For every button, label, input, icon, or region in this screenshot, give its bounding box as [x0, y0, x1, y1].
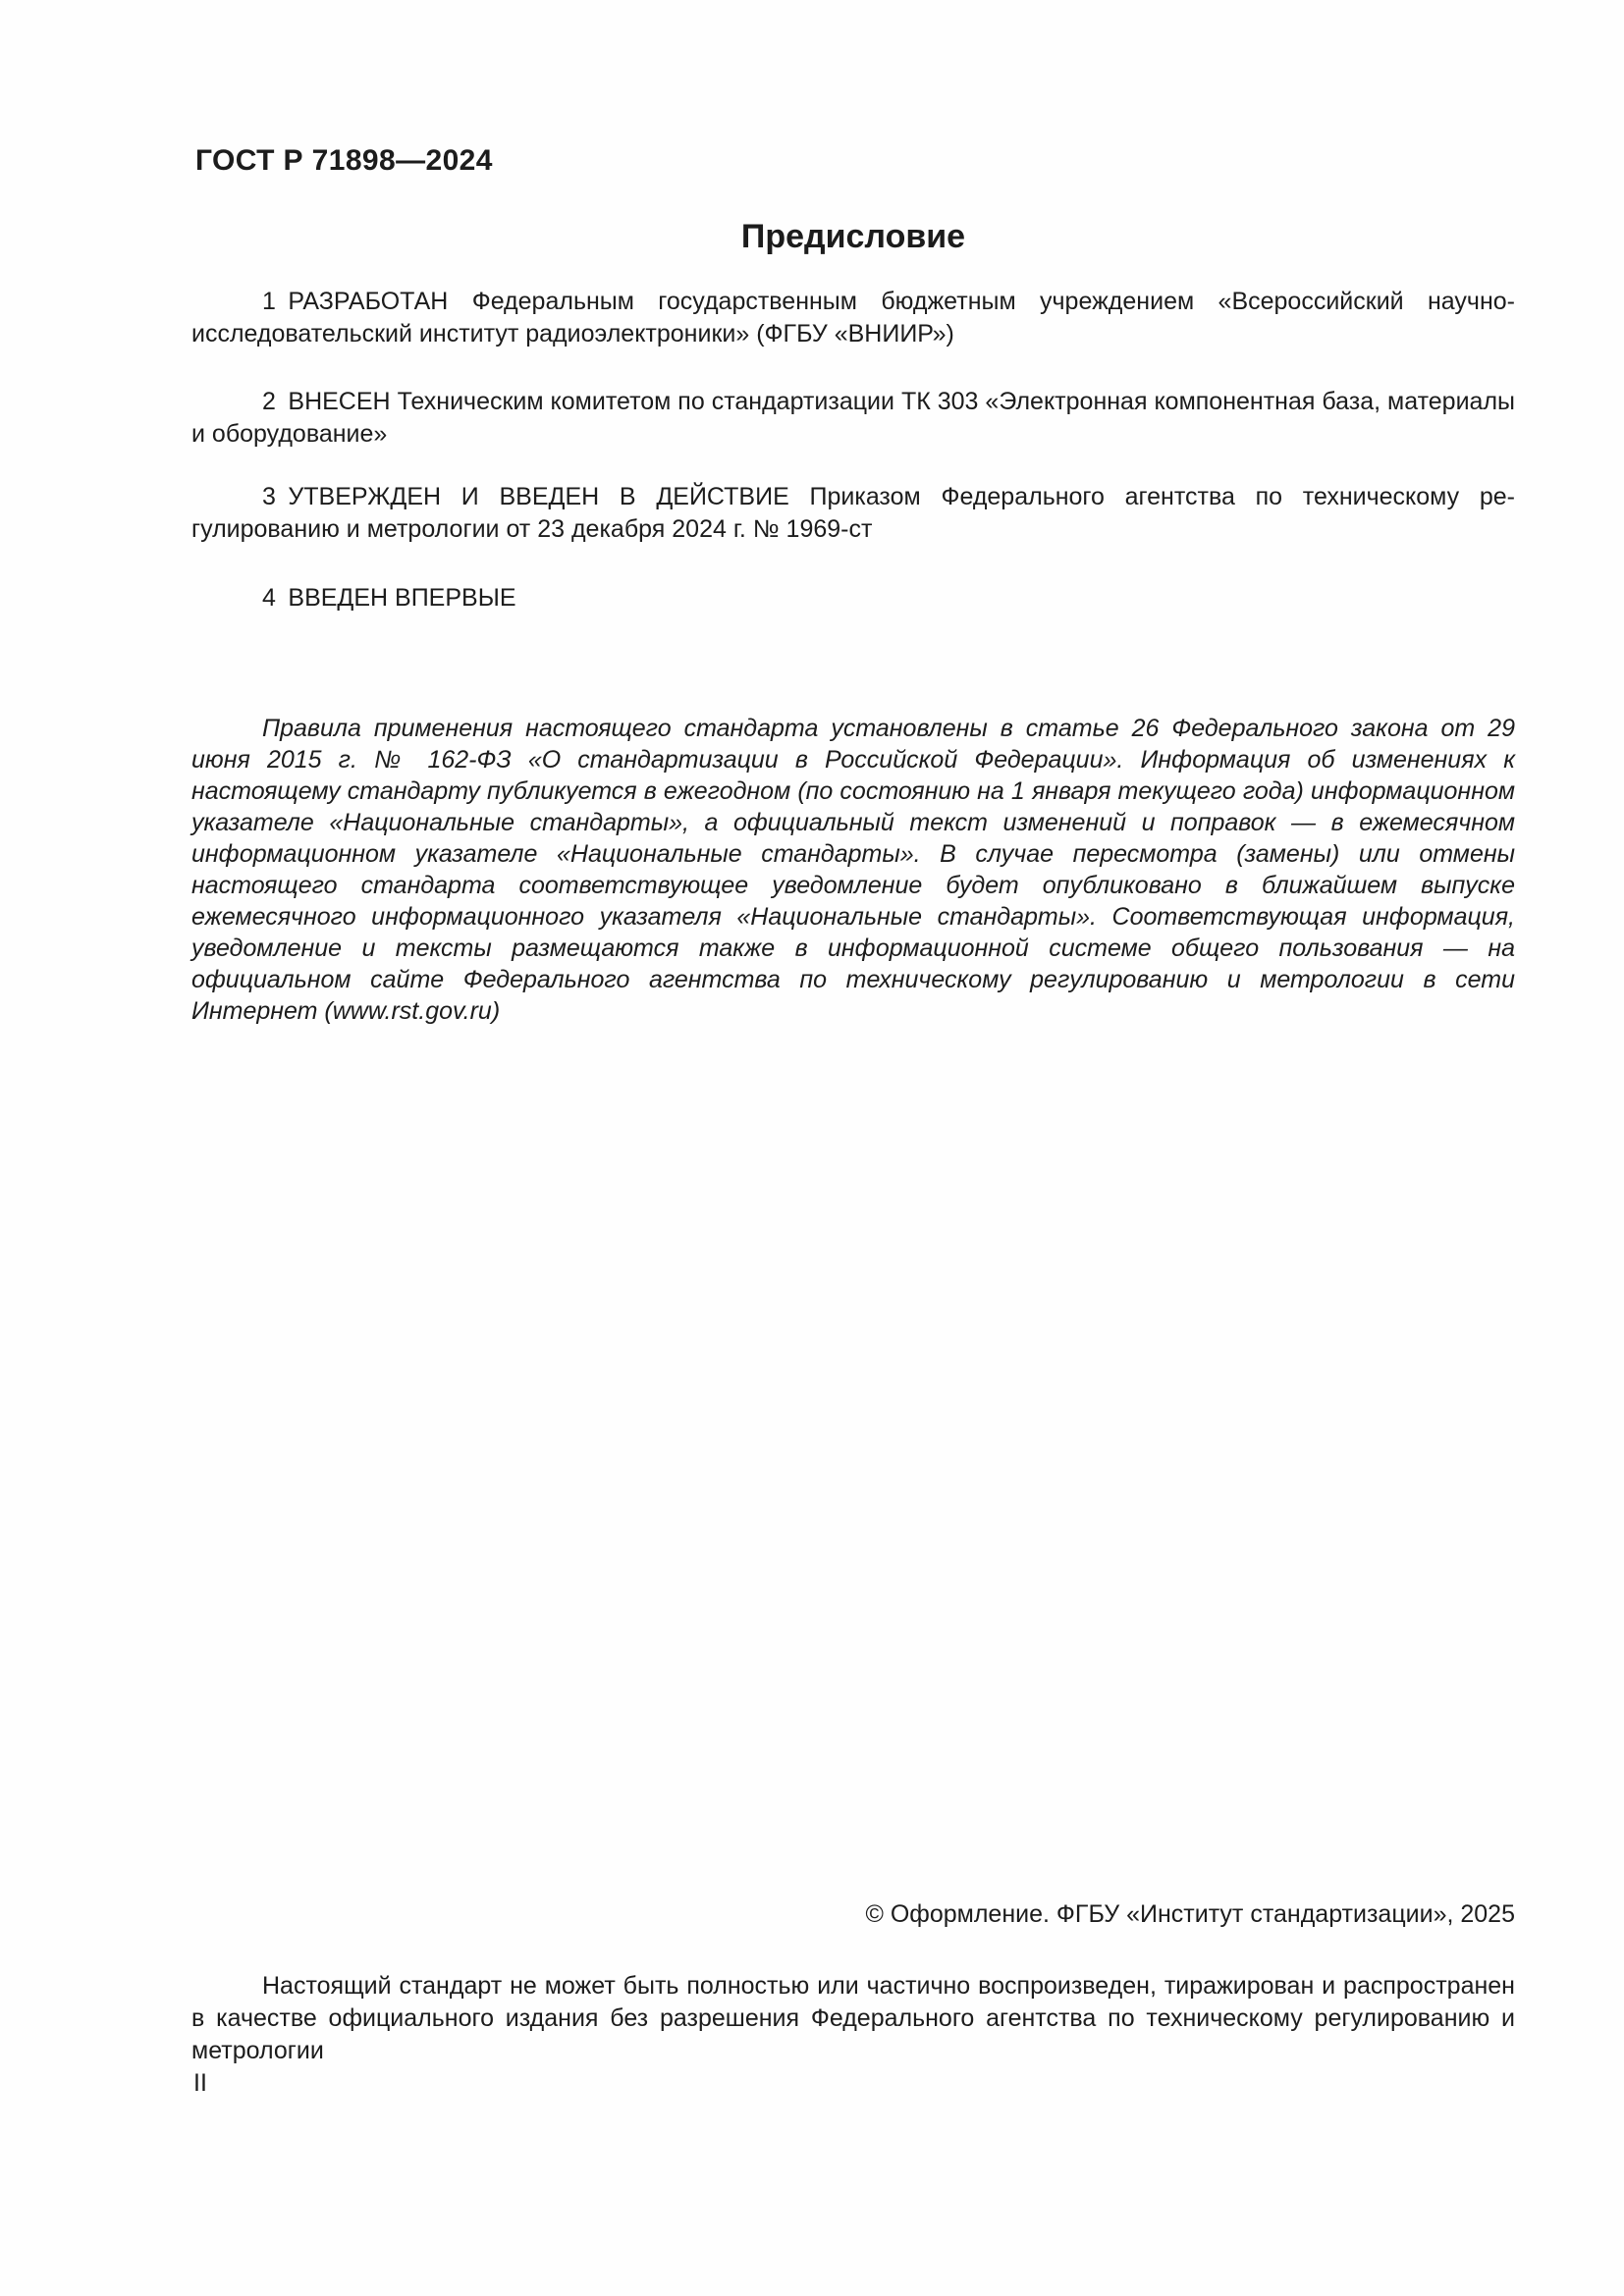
- foreword-item-submitted: 2 ВНЕСЕН Техническим комитетом по стандартизации ТК 303 «Электронная компонентная база, материалы и оборудование»: [191, 388, 1515, 448]
- foreword-item-developed: 1 РАЗРАБОТАН Федеральным государственным бюджетным учреждением «Всероссийский научно-исследовательский институт радиоэлектроники» (ФГБУ «ВНИИР»): [191, 288, 1515, 347]
- doc-code: ГОСТ Р 71898—2024: [195, 144, 493, 177]
- page-number: II: [193, 2069, 207, 2097]
- page-title: Предисловие: [740, 218, 966, 255]
- foreword-item-first-introduced: 4 ВВЕДЕН ВПЕРВЫЕ: [262, 584, 516, 612]
- copyright-line: © Оформление. ФГБУ «Институт стандартизации», 2025: [865, 1900, 1515, 1928]
- reproduction-notice: Настоящий стандарт не может быть полностью или частично воспроизведен, тиражирован и распространен в качестве официального издания без разрешения Федерального агентства по техническому регулированию и метрологии: [191, 1972, 1515, 2064]
- foreword-item-approved: 3 УТВЕРЖДЕН И ВВЕДЕН В ДЕЙСТВИЕ Приказом Федерального агентства по техническому регулированию и метрологии от 23 декабря 2024 г. № 1969-ст: [191, 483, 1515, 543]
- legal-notice: Правила применения настоящего стандарта установлены в статье 26 Федерального закона от 29 июня 2015 г. № 162-ФЗ «О стандартизации в Российской Федерации». Информация об изменениях к настоящему стандарту публикуется в ежегодном (по состоянию на 1 января текущего года) информационном указателе «Национальные стандарты», а официальный текст изменений и поправок — в ежемесячном информационном указателе «Национальные стандарты». В случае пересмотра (замены) или отмены настоящего стандарта соответствующее уведомление будет опубликовано в ближайшем выпуске ежемесячного информационного указателя «Национальные стандарты». Соответствующая информация, уведомление и тексты размещаются также в информационной системе общего пользования — на официальном сайте Федерального агентства по техническому регулированию и метрологии в сети Интернет (www.rst.gov.ru): [191, 715, 1515, 1025]
